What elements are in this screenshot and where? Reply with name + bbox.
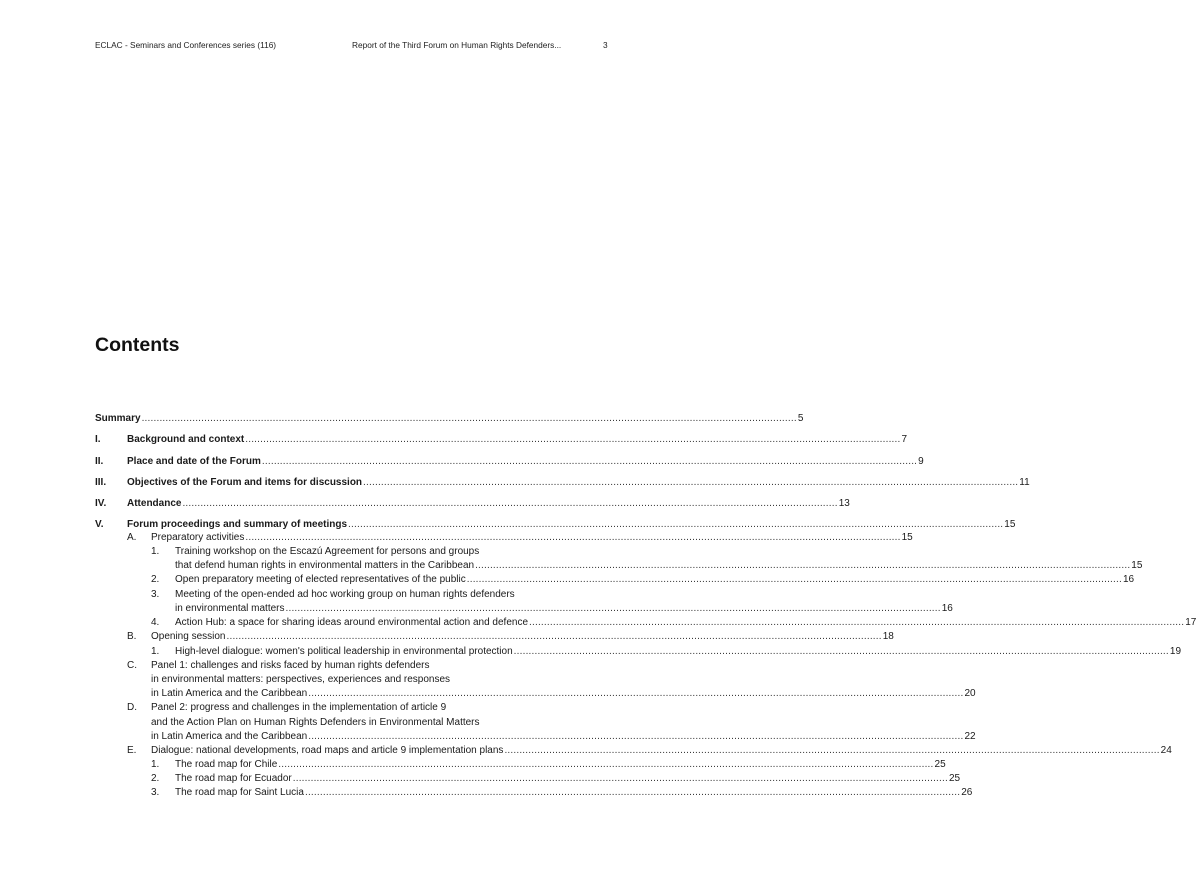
toc-entry-title: Objectives of the Forum and items for discussion (127, 477, 363, 488)
toc-page-number: 13 (838, 498, 850, 509)
toc-entry-link[interactable] (127, 497, 850, 511)
toc-entry-link[interactable] (175, 786, 973, 800)
toc-chapter-number: V. (95, 519, 104, 530)
toc-row (0, 716, 681, 730)
toc-section-letter: B. (127, 631, 137, 642)
toc-entry-title: that defend human rights in environmental matters in the Caribbean (175, 560, 475, 571)
toc-dot-leader: ............................................................................................................................................................................................................................ (141, 413, 797, 424)
toc-chapter-number: IV. (95, 498, 107, 509)
toc-page-number: 15 (1131, 560, 1143, 571)
toc-subsection-number: 1. (151, 759, 160, 770)
toc-entry-link[interactable] (151, 716, 480, 730)
toc-dot-leader: ............................................................................................................................................................................................................................ (363, 477, 1019, 488)
toc-row (0, 497, 850, 511)
toc-row (0, 588, 681, 602)
toc-entry-link[interactable] (151, 701, 446, 715)
toc-section-letter: C. (127, 660, 137, 671)
toc-row (0, 455, 924, 469)
toc-entry-link[interactable] (175, 602, 953, 616)
toc-row (0, 412, 804, 426)
toc-entry-link[interactable] (151, 744, 1172, 758)
toc-entry-link[interactable] (175, 772, 961, 786)
toc-entry-title: The road map for Saint Lucia (175, 787, 304, 798)
toc-dot-leader: ............................................................................................................................................................................................................................ (245, 532, 901, 543)
toc-dot-leader: ............................................................................................................................................................................................................................ (292, 773, 948, 784)
toc-page-number: 17 (1185, 617, 1196, 628)
toc-entry-title: Action Hub: a space for sharing ideas around environmental action and defence (175, 617, 529, 628)
toc-row (0, 659, 681, 673)
toc-dot-leader: ............................................................................................................................................................................................................................ (226, 631, 882, 642)
toc-dot-leader: ............................................................................................................................................................................................................................ (245, 434, 901, 445)
toc-chapter-number: I. (95, 434, 101, 445)
toc-subsection-number: 3. (151, 787, 160, 798)
contents-heading: Contents (95, 334, 180, 356)
toc-section-letter: A. (127, 532, 137, 543)
toc-entry-link[interactable] (151, 673, 450, 687)
toc-entry-link[interactable] (175, 616, 1196, 630)
toc-page-number: 7 (901, 434, 908, 445)
toc-row (0, 758, 946, 772)
toc-dot-leader: ............................................................................................................................................................................................................................ (261, 456, 918, 467)
toc-dot-leader: ............................................................................................................................................................................................................................ (475, 560, 1131, 571)
toc-row (0, 730, 976, 744)
toc-dot-leader: ............................................................................................................................................................................................................................ (466, 574, 1122, 585)
toc-page-number: 22 (964, 731, 976, 742)
toc-subsection-number: 2. (151, 773, 160, 784)
toc-entry-title: Place and date of the Forum (127, 456, 261, 467)
toc-row (0, 602, 953, 616)
toc-dot-leader: ............................................................................................................................................................................................................................ (308, 688, 964, 699)
toc-entry-title: High-level dialogue: women's political leadership in environmental protection (175, 646, 513, 657)
toc-row (0, 531, 913, 545)
toc-entry-link[interactable] (151, 531, 913, 545)
toc-page-number: 18 (882, 631, 894, 642)
running-header-title: Report of the Third Forum on Human Rights Defenders... (352, 40, 562, 50)
toc-page-number: 9 (918, 456, 924, 467)
toc-entry-title: in Latin America and the Caribbean (151, 731, 308, 742)
toc-dot-leader: ............................................................................................................................................................................................................................ (278, 759, 934, 770)
toc-entry-title: Dialogue: national developments, road maps and article 9 implementation plans (151, 745, 504, 756)
toc-entry-link[interactable] (175, 545, 479, 559)
toc-entry-title: in Latin America and the Caribbean (151, 688, 308, 699)
toc-entry-title: Forum proceedings and summary of meetings (127, 519, 348, 530)
toc-dot-leader: ............................................................................................................................................................................................................................ (529, 617, 1185, 628)
toc-entry-title: Meeting of the open-ended ad hoc working group on human rights defenders (175, 589, 515, 600)
toc-entry-link[interactable] (151, 659, 430, 673)
toc-entry-link[interactable] (151, 687, 976, 701)
toc-row (0, 518, 1016, 532)
toc-entry-title: in environmental matters (175, 603, 285, 614)
toc-entry-link[interactable] (95, 412, 804, 426)
toc-entry-title: The road map for Chile (175, 759, 278, 770)
toc-row (0, 559, 1143, 573)
toc-page-number: 19 (1169, 646, 1182, 657)
toc-entry-title: Training workshop on the Escazú Agreement for persons and groups (175, 546, 480, 557)
toc-section-letter: E. (127, 745, 137, 756)
running-header-series: ECLAC - Seminars and Conferences series (116) (95, 40, 277, 50)
toc-entry-title: Background and context (127, 434, 245, 445)
toc-entry-link[interactable] (175, 645, 1182, 659)
toc-dot-leader: ............................................................................................................................................................................................................................ (182, 498, 838, 509)
toc-page-number: 20 (964, 688, 976, 699)
toc-dot-leader: ............................................................................................................................................................................................................................ (308, 731, 964, 742)
toc-subsection-number: 3. (151, 589, 160, 600)
toc-entry-title: and the Action Plan on Human Rights Defenders in Environmental Matters (151, 717, 480, 728)
toc-entry-link[interactable] (175, 559, 1143, 573)
toc-entry-title: Open preparatory meeting of elected representatives of the public (175, 574, 466, 585)
toc-entry-title: Attendance (127, 498, 182, 509)
toc-entry-title: The road map for Ecuador (175, 773, 292, 784)
toc-entry-link[interactable] (175, 573, 1135, 587)
toc-chapter-number: II. (95, 456, 104, 467)
toc-page-number: 25 (934, 759, 946, 770)
toc-page-number: 26 (961, 787, 973, 798)
toc-entry-title: Summary (95, 413, 141, 424)
toc-chapter-number: III. (95, 477, 107, 488)
toc-row (0, 687, 976, 701)
toc-page-number: 15 (1004, 519, 1016, 530)
toc-entry-title: Panel 2: progress and challenges in the implementation of article 9 (151, 702, 447, 713)
toc-row (0, 701, 681, 715)
toc-dot-leader: ............................................................................................................................................................................................................................ (348, 519, 1004, 530)
toc-row (0, 645, 1182, 659)
toc-entry-link[interactable] (151, 630, 894, 644)
toc-row (0, 573, 1135, 587)
toc-entry-title: in environmental matters: perspectives, experiences and responses (151, 674, 451, 685)
toc-page-number: 11 (1019, 477, 1030, 488)
toc-entry-link[interactable] (127, 476, 1030, 490)
toc-subsection-number: 1. (151, 546, 160, 557)
toc-entry-link[interactable] (127, 518, 1016, 532)
toc-section-letter: D. (127, 702, 137, 713)
toc-entry-link[interactable] (127, 455, 924, 469)
toc-row (0, 630, 894, 644)
toc-page-number: 16 (1122, 574, 1135, 585)
toc-row (0, 673, 681, 687)
toc-entry-title: Opening session (151, 631, 226, 642)
toc-row (0, 744, 1172, 758)
toc-entry-link[interactable] (175, 588, 515, 602)
toc-row (0, 433, 908, 447)
toc-page-number: 15 (901, 532, 913, 543)
toc-subsection-number: 4. (151, 617, 160, 628)
toc-dot-leader: ............................................................................................................................................................................................................................ (504, 745, 1160, 756)
toc-dot-leader: ............................................................................................................................................................................................................................ (304, 787, 961, 798)
toc-dot-leader: ............................................................................................................................................................................................................................ (513, 646, 1169, 657)
toc-subsection-number: 2. (151, 574, 160, 585)
toc-entry-link[interactable] (127, 433, 908, 447)
toc-row (0, 786, 973, 800)
toc-dot-leader: ............................................................................................................................................................................................................................ (285, 603, 941, 614)
toc-entry-title: Preparatory activities (151, 532, 245, 543)
toc-row (0, 545, 681, 559)
toc-entry-link[interactable] (175, 758, 946, 772)
toc-row (0, 772, 961, 786)
toc-subsection-number: 1. (151, 646, 160, 657)
page-number: 3 (603, 40, 608, 50)
toc-row (0, 476, 1030, 490)
toc-page-number: 24 (1160, 745, 1172, 756)
toc-entry-link[interactable] (151, 730, 976, 744)
toc-page-number: 25 (948, 773, 961, 784)
toc-entry-title: Panel 1: challenges and risks faced by human rights defenders (151, 660, 430, 671)
toc-page-number: 5 (797, 413, 804, 424)
toc-page-number: 16 (941, 603, 953, 614)
toc-row (0, 616, 1196, 630)
